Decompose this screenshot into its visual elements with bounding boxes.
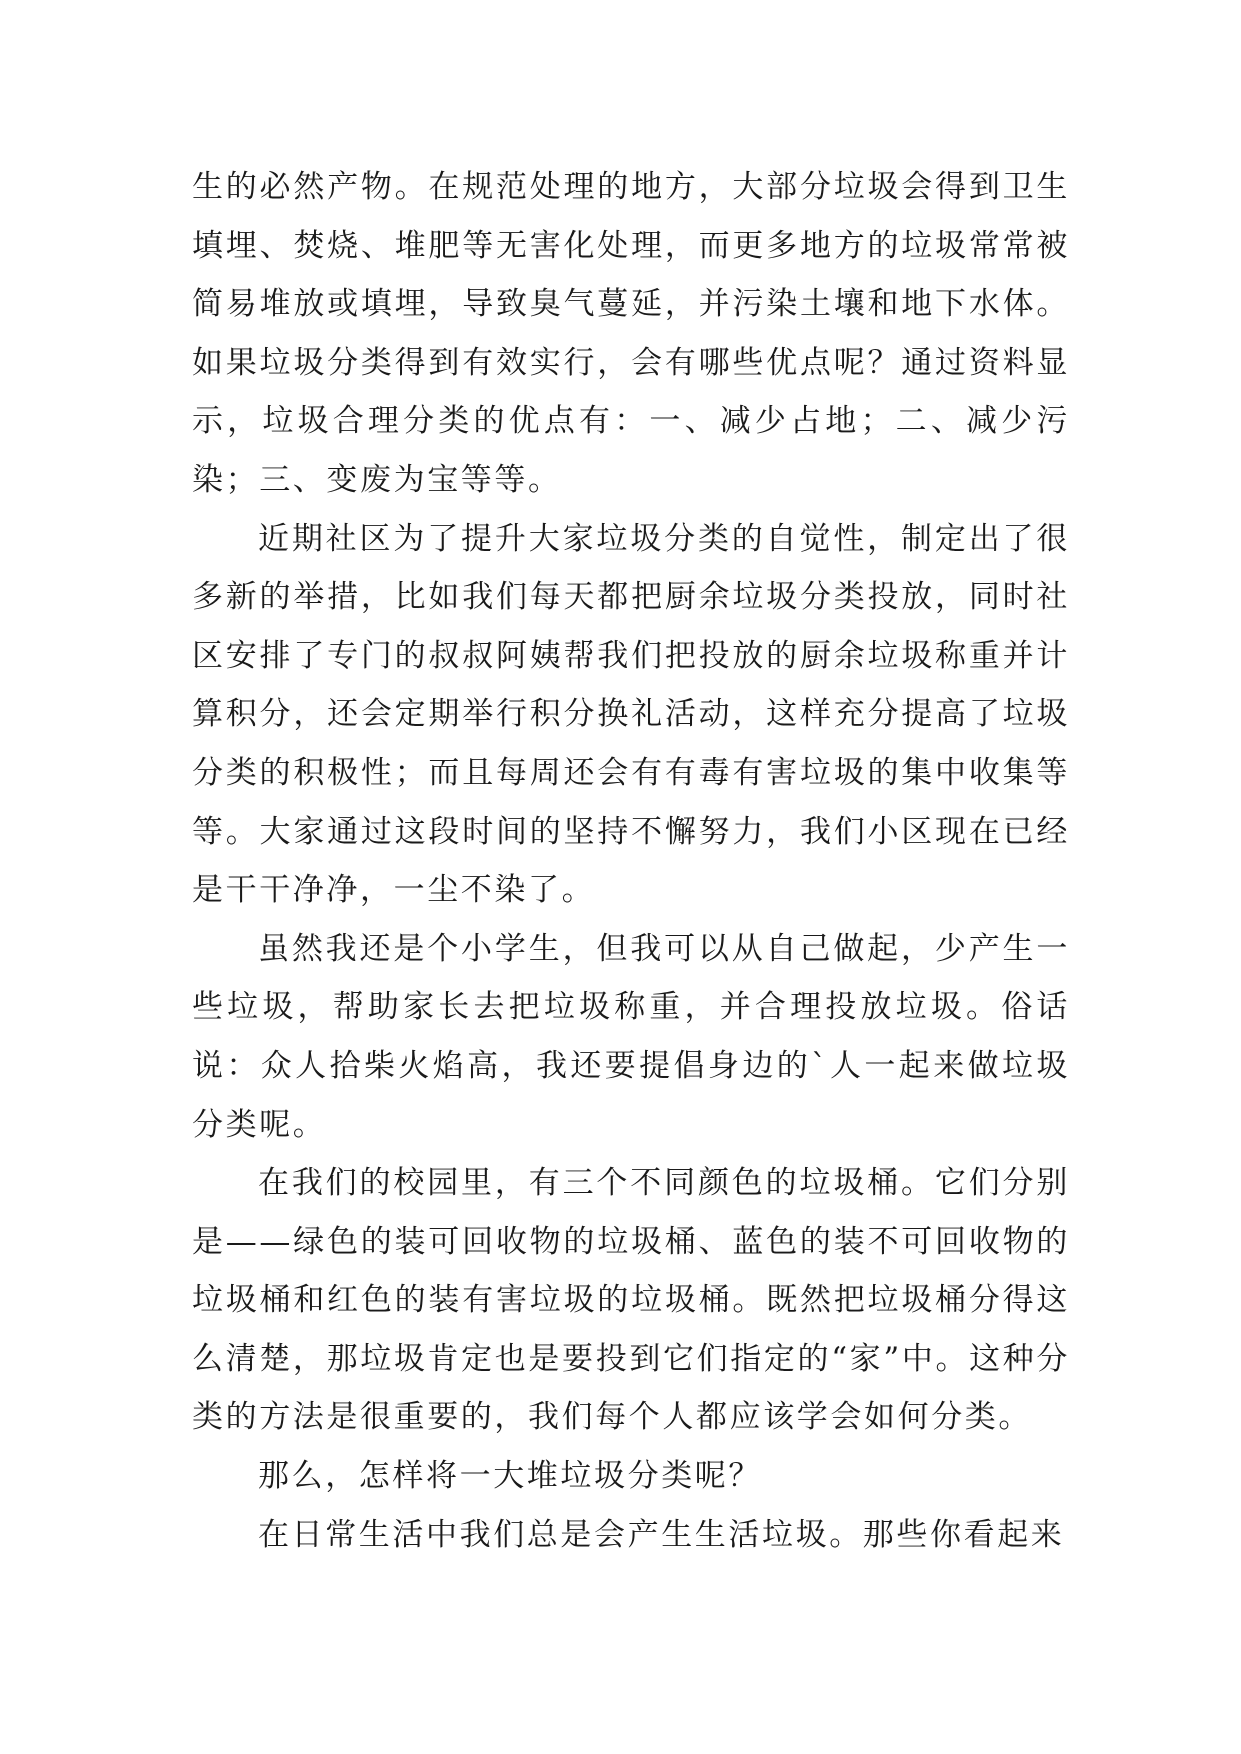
paragraph-3: 虽然我还是个小学生，但我可以从自己做起，少产生一些垃圾，帮助家长去把垃圾称重，并合理投放垃圾。俗话说：众人拾柴火焰高，我还要提倡身边的`人一起来做垃圾分类呢。: [192, 930, 1070, 1143]
paragraph-1: 生的必然产物。在规范处理的地方，大部分垃圾会得到卫生填埋、焚烧、堆肥等无害化处理，而更多地方的垃圾常常被简易堆放或填埋，导致臭气蔓延，并污染土壤和地下水体。如果垃圾分类得到有效实行，会有哪些优点呢？通过资料显示，垃圾合理分类的优点有：一、减少占地；二、减少污染；三、变废为宝等等。: [192, 169, 1070, 498]
paragraph-4: 在我们的校园里，有三个不同颜色的垃圾桶。它们分别是——绿色的装可回收物的垃圾桶、蓝色的装不可回收物的垃圾桶和红色的装有害垃圾的垃圾桶。既然把垃圾桶分得这么清楚，那垃圾肯定也是要投到它们指定的“家”中。这种分类的方法是很重要的，我们每个人都应该学会如何分类。: [192, 1165, 1070, 1436]
document-page: [192, 158, 1070, 1564]
paragraph-2: 近期社区为了提升大家垃圾分类的自觉性，制定出了很多新的举措，比如我们每天都把厨余垃圾分类投放，同时社区安排了专门的叔叔阿姨帮我们把投放的厨余垃圾称重并计算积分，还会定期举行积分换礼活动，这样充分提高了垃圾分类的积极性；而且每周还会有有毒有害垃圾的集中收集等等。大家通过这段时间的坚持不懈努力，我们小区现在已经是干干净净，一尘不染了。: [192, 520, 1070, 909]
paragraph-5: 那么，怎样将一大堆垃圾分类呢？: [258, 1458, 762, 1495]
paragraph-6: 在日常生活中我们总是会产生生活垃圾。那些你看起来: [258, 1516, 1065, 1553]
